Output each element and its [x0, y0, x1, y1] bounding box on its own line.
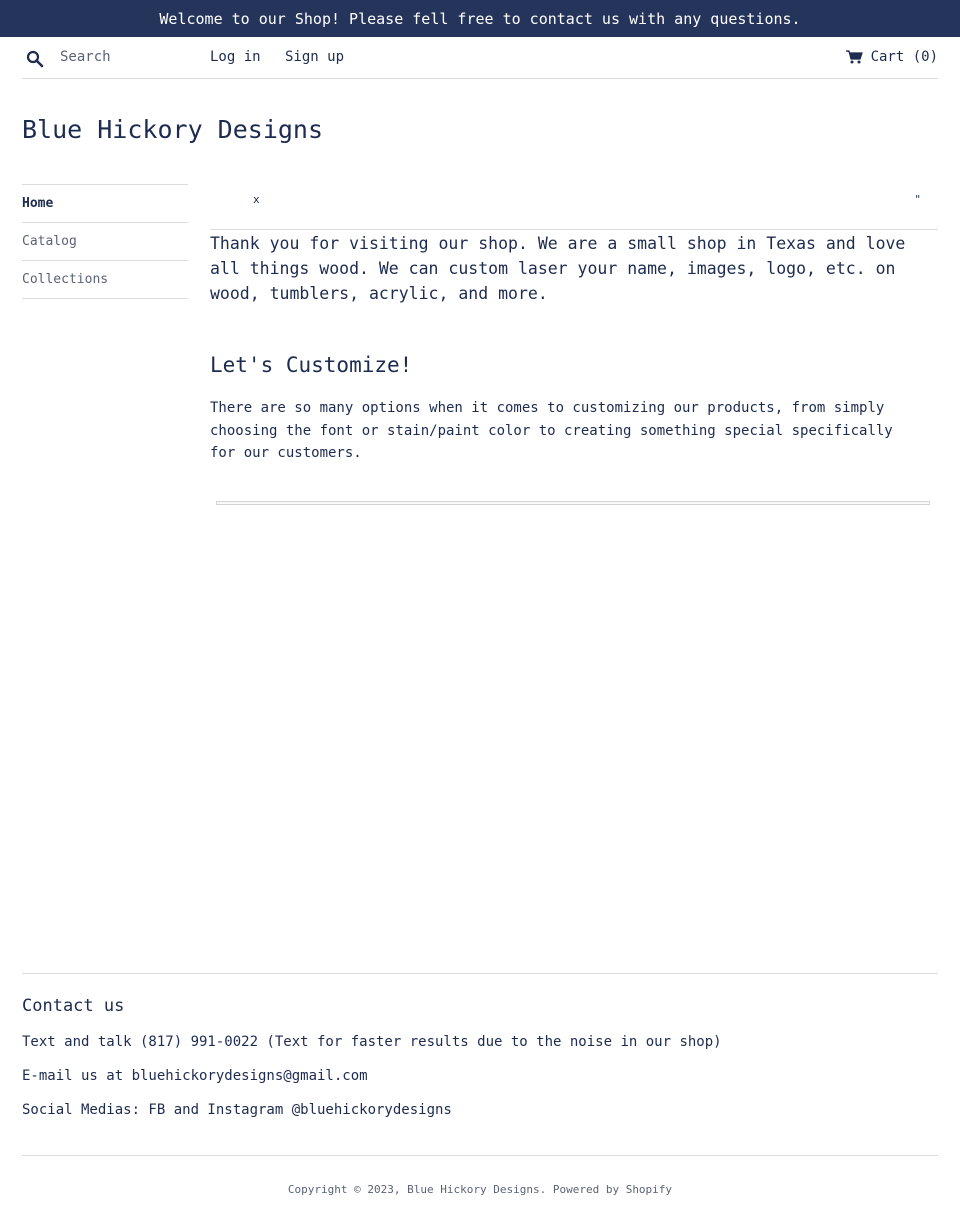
- cart-link[interactable]: [846, 49, 938, 65]
- slideshow: [210, 184, 938, 230]
- section-heading: Let's Customize!: [210, 353, 413, 377]
- search-input[interactable]: [52, 43, 202, 71]
- sidebar-item-catalog[interactable]: [22, 223, 188, 261]
- footer-social: Social Medias: FB and Instagram @bluehickorydesigns: [22, 1102, 452, 1118]
- announcement-text: Welcome to our Shop! Please fell free to contact us with any questions.: [159, 9, 801, 28]
- footer-heading: Contact us: [22, 996, 125, 1016]
- top-navigation: [22, 37, 938, 79]
- copyright-prefix: Copyright © 2023,: [287, 1183, 401, 1196]
- footer-email: E-mail us at bluehickorydesigns@gmail.com: [22, 1068, 368, 1084]
- cart-icon: [846, 50, 863, 64]
- cart-label: Cart (0): [870, 49, 938, 65]
- slideshow-next-control[interactable]: ": [914, 193, 921, 206]
- announcement-bar: [0, 0, 960, 37]
- sidebar-item-label: Catalog: [22, 234, 77, 249]
- site-title[interactable]: Blue Hickory Designs: [22, 115, 324, 144]
- sidebar-nav: [22, 184, 188, 299]
- slideshow-prev-control[interactable]: x: [253, 193, 260, 206]
- content-divider: [216, 501, 930, 505]
- section-body: There are so many options when it comes to customizing our products, from simply choosing the font or stain/paint color to creating something special specifically for our customers.: [210, 400, 893, 461]
- sidebar-item-label: Home: [22, 196, 54, 211]
- powered-by-link[interactable]: Powered by Shopify: [552, 1183, 673, 1196]
- sidebar-item-label: Collections: [22, 272, 109, 287]
- login-link[interactable]: Log in: [210, 49, 261, 65]
- sidebar-item-collections[interactable]: [22, 261, 188, 299]
- search-icon[interactable]: [26, 50, 44, 68]
- footer-phone: Text and talk (817) 991-0022 (Text for faster results due to the noise in our shop): [22, 1034, 722, 1050]
- copyright: [0, 1183, 960, 1196]
- intro-text: Thank you for visiting our shop. We are a small shop in Texas and love all things wood. We can custom laser your name, images, logo, etc. on wood, tumblers, acrylic, and more.: [210, 234, 906, 303]
- sidebar-item-home[interactable]: [22, 185, 188, 223]
- footer-bottom-divider: [22, 1155, 938, 1156]
- signup-link[interactable]: Sign up: [285, 49, 345, 65]
- footer-divider: [22, 973, 938, 974]
- copyright-store-link[interactable]: Blue Hickory Designs.: [407, 1183, 547, 1196]
